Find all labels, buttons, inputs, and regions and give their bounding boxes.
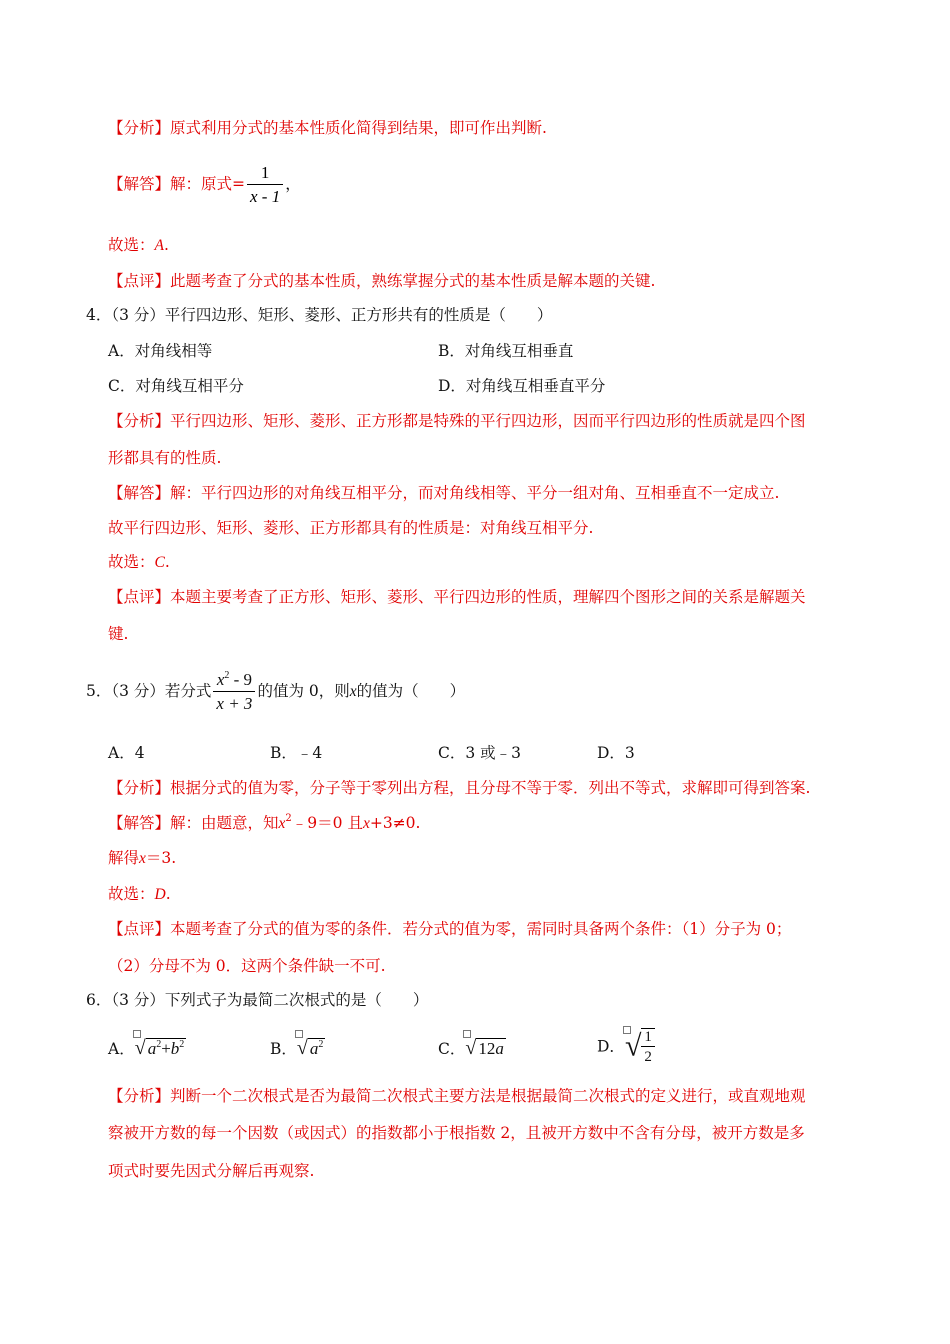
q5-analysis xyxy=(108,778,810,798)
stem-pre: 5．（3 分）若分式 xyxy=(86,682,212,700)
prev-analysis xyxy=(108,118,547,138)
fraction-denominator: x + 3 xyxy=(216,694,253,713)
q6-analysis-line-3: 项式时要先因式分解后再观察. xyxy=(108,1162,315,1180)
analysis-text: 原式利用分式的基本性质化简得到结果，即可作出判断. xyxy=(170,119,547,137)
q4-analysis xyxy=(108,411,806,431)
q6-option-d: D． √ $\frac{1}{2}$ xyxy=(597,1028,655,1065)
q4-comment-line-2: 键. xyxy=(108,625,129,643)
solution-line-1: 解：平行四边形的对角线互相平分，而对角线相等、平分一组对角、互相垂直不一定成立. xyxy=(170,484,780,502)
solution-tag: 【解答】 xyxy=(108,484,171,502)
q5-option-b: B．﹣4 xyxy=(270,744,323,762)
q4-option-c: C．对角线互相平分 xyxy=(108,377,244,395)
choice-prefix: 故选： xyxy=(108,236,155,254)
analysis-tag: 【分析】 xyxy=(108,119,171,137)
fraction-numerator: 1 xyxy=(247,163,283,185)
choice-suffix: . xyxy=(164,553,170,571)
analysis-tag: 【分析】 xyxy=(108,412,171,430)
analysis-line-1: 平行四边形、矩形、菱形、正方形都是特殊的平行四边形，因而平行四边形的性质就是四个图 xyxy=(170,412,806,430)
sqrt-icon: √ xyxy=(465,1037,477,1059)
sqrt-icon: √ xyxy=(624,1029,642,1063)
q6-option-a: A． √ $a^2+b^2$ xyxy=(108,1038,186,1059)
q4-option-b: B．对角线互相垂直 xyxy=(438,342,574,360)
q6-analysis xyxy=(108,1086,806,1106)
fraction-denominator: x - 1 xyxy=(250,187,281,206)
placeholder-box-icon xyxy=(133,1030,141,1038)
q4-comment xyxy=(108,587,806,607)
comment-tag: 【点评】 xyxy=(108,588,171,606)
choice-letter: D xyxy=(154,886,166,903)
analysis-tag: 【分析】 xyxy=(108,1087,171,1105)
prev-solution xyxy=(108,163,301,207)
solution-tag: 【解答】 xyxy=(108,175,171,193)
solution-tail: ， xyxy=(285,175,301,193)
comment-text: 此题考查了分式的基本性质，熟练掌握分式的基本性质是解本题的关键. xyxy=(170,272,656,290)
q5-result: 解得x＝3. xyxy=(108,849,177,867)
fraction-numerator: $x^2 - 9$ xyxy=(213,670,255,692)
radical-d: √ $\frac{1}{2}$ xyxy=(625,1028,655,1065)
comment-tag: 【点评】 xyxy=(108,272,171,290)
solution-pre: 解：由题意，知 xyxy=(170,814,279,832)
q5-choice xyxy=(108,884,171,905)
choice-suffix: . xyxy=(165,885,171,903)
solution-tag: 【解答】 xyxy=(108,814,171,832)
solution-text: 解：原式= xyxy=(170,175,246,193)
q6-analysis-line-2: 察被开方数的每一个因数（或因式）的指数都小于根指数 2，且被开方数中不含有分母，被开方数是多 xyxy=(108,1124,805,1142)
q4-solution xyxy=(108,483,779,503)
stem-post: 的值为（ ） xyxy=(356,682,466,700)
q4-solution-line-2: 故平行四边形、矩形、菱形、正方形都具有的性质是：对角线互相平分. xyxy=(108,519,594,537)
q4-choice xyxy=(108,552,170,573)
q5-option-a: A．4 xyxy=(108,744,145,762)
prev-comment xyxy=(108,271,655,291)
analysis-line-1: 判断一个二次根式是否为最简二次根式主要方法是根据最简二次根式的定义进行，或直观地观 xyxy=(170,1087,806,1105)
q5-stem xyxy=(86,670,465,714)
q6-option-b: B． √ $a^2$ xyxy=(270,1038,325,1059)
q6-option-c: C． √ 12a xyxy=(438,1038,506,1059)
q5-option-d: D．3 xyxy=(597,744,635,762)
q6-stem: 6．（3 分）下列式子为最简二次根式的是（ ） xyxy=(86,991,429,1009)
analysis-tag: 【分析】 xyxy=(108,779,171,797)
q4-option-a: A．对角线相等 xyxy=(108,342,213,360)
placeholder-box-icon xyxy=(623,1026,631,1034)
analysis-text: 根据分式的值为零，分子等于零列出方程，且分母不等于零．列出不等式，求解即可得到答案. xyxy=(170,779,811,797)
radical-a: √ $a^2+b^2$ xyxy=(135,1038,187,1059)
choice-suffix: . xyxy=(163,236,169,254)
q5-comment-line-2: （2）分母不为 0．这两个条件缺一不可. xyxy=(108,957,386,975)
choice-prefix: 故选： xyxy=(108,553,155,571)
placeholder-box-icon xyxy=(295,1030,303,1038)
sqrt-icon: √ xyxy=(296,1037,308,1059)
q5-solution: 【解答】解：由题意，知$x^2﹣9=0$ 且x+3≠0. xyxy=(108,813,421,832)
radical-b: √ $a^2$ xyxy=(297,1038,325,1059)
stem-mid: 的值为 0，则 xyxy=(257,682,350,700)
choice-prefix: 故选： xyxy=(108,885,155,903)
solution-fraction xyxy=(247,163,283,207)
choice-letter: A xyxy=(154,237,164,254)
radical-c: √ 12a xyxy=(465,1038,505,1059)
prev-choice xyxy=(108,235,169,256)
q5-fraction xyxy=(213,670,255,714)
comment-line-1: 本题主要考查了正方形、矩形、菱形、平行四边形的性质，理解四个图形之间的关系是解题关 xyxy=(170,588,806,606)
q4-analysis-line-2: 形都具有的性质. xyxy=(108,449,222,467)
q5-comment xyxy=(108,919,791,939)
stem-variable: x xyxy=(349,683,357,700)
comment-tag: 【点评】 xyxy=(108,920,171,938)
comment-line-1: 本题考查了分式的值为零的条件．若分式的值为零，需同时具备两个条件：（1）分子为 0； xyxy=(170,920,792,938)
sqrt-icon: √ xyxy=(134,1037,146,1059)
placeholder-box-icon xyxy=(463,1030,471,1038)
q4-stem: 4．（3 分）平行四边形、矩形、菱形、正方形共有的性质是（ ） xyxy=(86,306,553,324)
q5-option-c: C．3 或﹣3 xyxy=(438,744,522,762)
choice-letter: C xyxy=(154,554,165,571)
q4-option-d: D．对角线互相垂直平分 xyxy=(438,377,606,395)
